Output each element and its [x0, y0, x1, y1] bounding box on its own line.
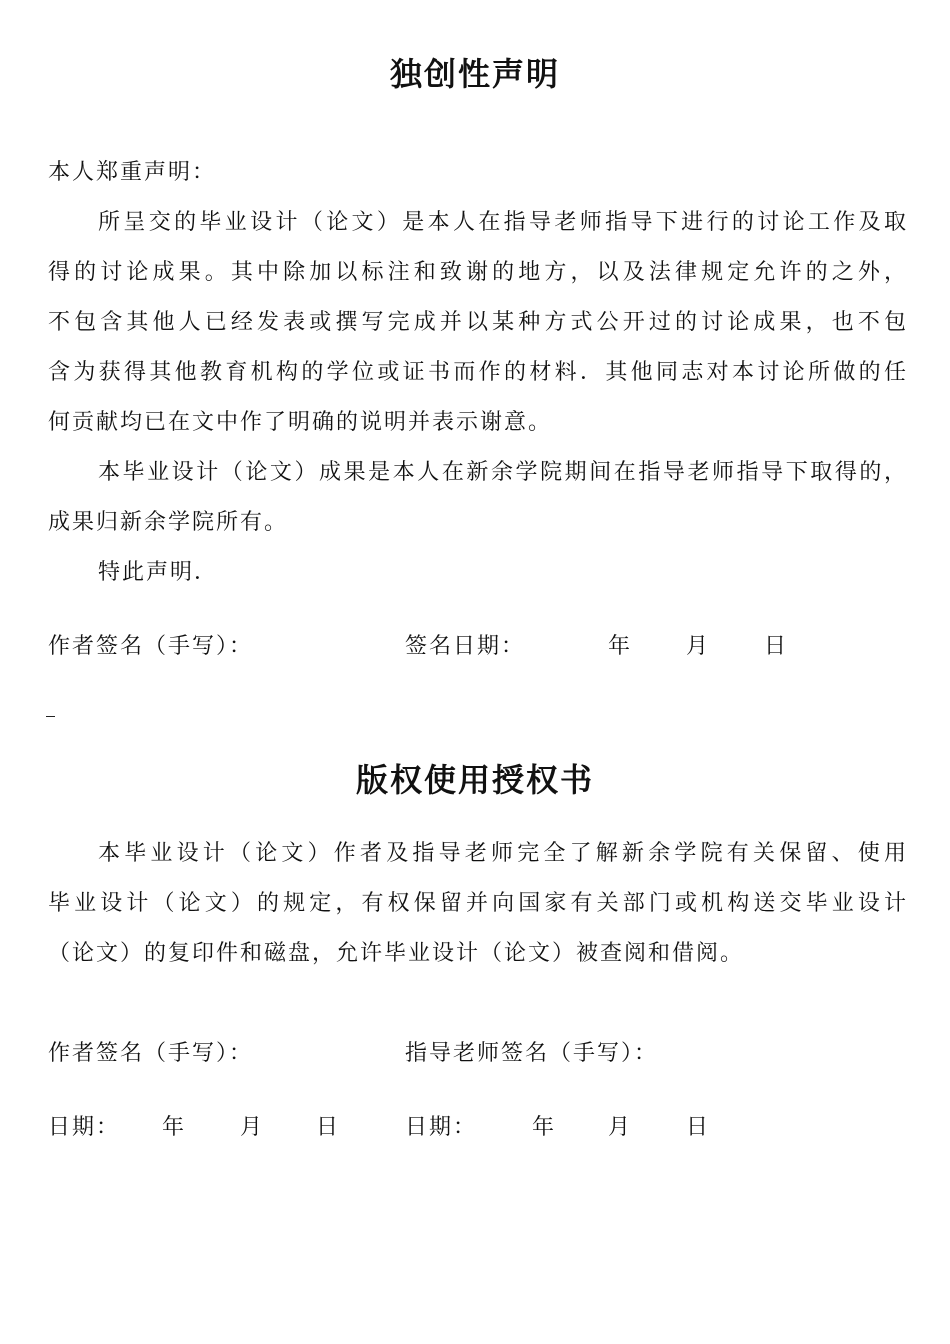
declaration-para1-line: 所呈交的毕业设计（论文）是本人在指导老师指导下进行的讨论工作及取: [98, 210, 908, 235]
declaration-title: 独创性声明: [389, 55, 560, 93]
author-date-label: 日期：: [48, 1115, 121, 1140]
advisor-date-month: 月: [608, 1115, 633, 1140]
declaration-para1-line: 何贡献均已在文中作了明确的说明并表示谢意。: [48, 410, 553, 435]
declaration-para1-line: 含为获得其他教育机构的学位或证书而作的材料．其他同志对本讨论所做的任: [48, 360, 908, 385]
author-date-day: 日: [316, 1115, 341, 1140]
sign-date-year: 年: [608, 634, 633, 659]
authorization-para-line: 毕业设计（论文）的规定，有权保留并向国家有关部门或机构送交毕业设计: [48, 891, 908, 916]
author-signature-label: 作者签名（手写）：: [48, 634, 254, 659]
advisor-date-label: 日期：: [405, 1115, 478, 1140]
declaration-closing: 特此声明．: [98, 560, 219, 585]
sign-date-day: 日: [764, 634, 789, 659]
declaration-para1-line: 不包含其他人已经发表或撰写完成并以某种方式公开过的讨论成果，也不包: [48, 310, 908, 335]
authorization-para-line: （论文）的复印件和磁盘，允许毕业设计（论文）被查阅和借阅。: [48, 941, 745, 966]
author-date-year: 年: [162, 1115, 187, 1140]
declaration-para2-line: 本毕业设计（论文）成果是本人在新余学院期间在指导老师指导下取得的，: [98, 460, 908, 485]
declaration-para1-line: 得的讨论成果。其中除加以标注和致谢的地方，以及法律规定允许的之外，: [48, 260, 908, 285]
sign-date-month: 月: [686, 634, 711, 659]
declaration-intro: 本人郑重声明：: [48, 160, 217, 185]
author-date-month: 月: [240, 1115, 265, 1140]
sign-date-label: 签名日期：: [405, 634, 526, 659]
advisor-date-day: 日: [686, 1115, 711, 1140]
section-divider-mark: [46, 716, 55, 717]
authorization-para-line: 本毕业设计（论文）作者及指导老师完全了解新余学院有关保留、使用: [98, 841, 908, 866]
declaration-para2-line: 成果归新余学院所有。: [48, 510, 289, 535]
authorization-title: 版权使用授权书: [355, 761, 594, 799]
authorization-author-signature-label: 作者签名（手写）：: [48, 1041, 254, 1066]
advisor-date-year: 年: [532, 1115, 557, 1140]
advisor-signature-label: 指导老师签名（手写）：: [405, 1041, 659, 1066]
